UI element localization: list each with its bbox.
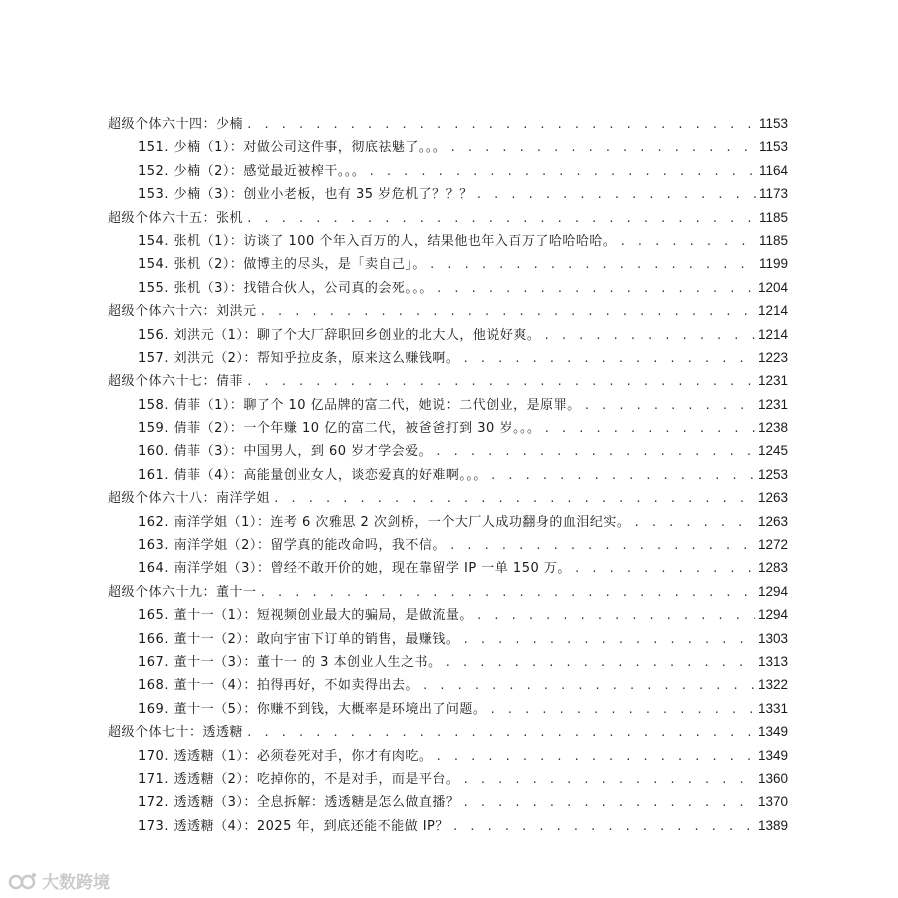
dot-leader [273,487,755,510]
toc-section-entry[interactable] [108,463,788,486]
toc-entry-page-number: 1313 [757,653,788,669]
dot-leader [619,230,756,253]
toc-section-entry[interactable] [108,790,788,813]
toc-chapter-entry[interactable] [108,206,788,229]
toc-entry-page-number: 1164 [758,162,788,178]
toc-entry-title: 173. 透透糖（4）：2025 年，到底还能不能做 IP？ [138,818,449,834]
toc-entry-page-number: 1389 [757,817,788,833]
toc-entry-title: 超级个体六十六：刘洪元 [108,304,257,320]
toc-section-entry[interactable] [108,276,788,299]
toc-entry-title: 172. 透透糖（3）：全息拆解：透透糖是怎么做直播？ [138,795,460,811]
toc-chapter-entry[interactable] [108,720,788,743]
toc-section-entry[interactable] [108,510,788,533]
dot-leader [436,277,755,300]
toc-entry-title: 167. 董十一（3）：董十一 的 3 本创业人生之书。 [138,654,442,670]
toc-entry-title: 超级个体六十八：南洋学姐 [108,491,271,507]
toc-entry-page-number: 1214 [757,326,788,342]
dot-leader [435,745,755,768]
dot-leader [260,300,755,323]
toc-entry-page-number: 1185 [758,232,788,248]
toc-entry-page-number: 1303 [757,630,788,646]
toc-section-entry[interactable] [108,439,788,462]
toc-entry-title: 171. 透透糖（2）：吃掉你的，不是对手，而是平台。 [138,771,460,787]
dot-leader [633,511,755,534]
dot-leader [449,136,756,159]
toc-section-entry[interactable] [108,182,788,205]
toc-section-entry[interactable] [108,603,788,626]
toc-section-entry[interactable] [108,159,788,182]
watermark [8,868,110,893]
toc-entry-title: 超级个体六十九：董十一 [108,584,257,600]
toc-section-entry[interactable] [108,556,788,579]
toc-section-entry[interactable] [108,814,788,837]
dot-leader [368,160,756,183]
toc-entry-title: 165. 董十一（1）：短视频创业最大的骗局，是做流量。 [138,608,473,624]
toc-entry-title: 超级个体六十七：倩菲 [108,374,244,390]
toc-entry-title: 超级个体七十：透透糖 [108,725,244,741]
toc-entry-page-number: 1204 [757,279,788,295]
dot-leader [422,674,755,697]
toc-entry-title: 166. 董十一（2）：敢向宇宙下订单的销售，最赚钱。 [138,631,460,647]
toc-chapter-entry[interactable] [108,580,788,603]
toc-entry-title: 162. 南洋学姐（1）：连考 6 次雅思 2 次剑桥，一个大厂人成功翻身的血泪纪实。 [138,514,631,530]
toc-entry-title: 170. 透透糖（1）：必须卷死对手，你才有肉吃。 [138,748,433,764]
dot-leader [462,768,755,791]
dot-leader [449,534,755,557]
toc-section-entry[interactable] [108,744,788,767]
table-of-contents [108,112,788,837]
toc-section-entry[interactable] [108,650,788,673]
toc-entry-page-number: 1185 [758,209,788,225]
toc-entry-page-number: 1272 [757,537,788,553]
toc-entry-page-number: 1153 [758,116,788,131]
toc-entry-page-number: 1283 [757,560,788,576]
dot-leader [462,347,755,370]
toc-entry-page-number: 1253 [757,466,788,482]
toc-entry-title: 超级个体六十五：张机 [108,210,244,226]
toc-entry-title: 151. 少楠（1）：对做公司这件事，彻底祛魅了。。。 [138,140,447,156]
toc-entry-title: 161. 倩菲（4）：高能量创业女人，谈恋爱真的好难啊。。。 [138,467,487,483]
toc-chapter-entry[interactable] [108,486,788,509]
watermark-logo-icon [8,871,38,891]
dot-leader [452,815,755,838]
dot-leader [489,698,755,721]
toc-entry-title: 164. 南洋学姐（3）：曾经不敢开价的她，现在靠留学 IP 一单 150 万。 [138,561,571,577]
dot-leader [574,557,755,580]
toc-entry-title: 169. 董十一（5）：你赚不到钱，大概率是环境出了问题。 [138,701,487,717]
toc-entry-page-number: 1173 [758,186,788,202]
toc-entry-page-number: 1349 [757,724,788,740]
toc-entry-page-number: 1214 [757,303,788,319]
toc-entry-title: 163. 南洋学姐（2）：留学真的能改命吗，我不信。 [138,538,446,554]
toc-entry-page-number: 1360 [757,770,788,786]
toc-entry-page-number: 1238 [757,420,788,436]
dot-leader [429,253,756,276]
toc-section-entry[interactable] [108,346,788,369]
toc-entry-title: 152. 少楠（2）：感觉最近被榨干。。。 [138,163,366,179]
toc-section-entry[interactable] [108,393,788,416]
toc-section-entry[interactable] [108,627,788,650]
toc-entry-title: 156. 刘洪元（1）：聊了个大厂辞职回乡创业的北大人，他说好爽。 [138,327,541,343]
toc-section-entry[interactable] [108,252,788,275]
dot-leader [435,440,755,463]
toc-section-entry[interactable] [108,135,788,158]
toc-entry-title: 159. 倩菲（2）：一个年赚 10 亿的富二代，被爸爸打到 30 岁。。。 [138,421,541,437]
toc-entry-title: 154. 张机（1）：访谈了 100 个年入百万的人，结果他也年入百万了哈哈哈哈。 [138,233,617,249]
dot-leader [476,604,755,627]
toc-entry-title: 168. 董十一（4）：拍得再好，不如卖得出去。 [138,678,419,694]
toc-entry-title: 155. 张机（3）：找错合伙人，公司真的会死。。。 [138,280,433,296]
dot-leader [490,464,755,487]
dot-leader [462,791,755,814]
dot-leader [246,721,755,744]
watermark-text: 大数跨境 [42,873,110,893]
toc-entry-page-number: 1331 [757,700,788,716]
toc-entry-title: 157. 刘洪元（2）：帮知乎拉皮条，原来这么赚钱啊。 [138,350,460,366]
dot-leader [260,581,755,604]
toc-chapter-entry[interactable] [108,112,788,135]
toc-section-entry[interactable] [108,416,788,439]
toc-entry-page-number: 1322 [757,677,788,693]
dot-leader [246,370,755,393]
dot-leader [543,324,755,347]
toc-entry-page-number: 1294 [757,607,788,623]
toc-entry-page-number: 1231 [757,373,788,389]
toc-entry-title: 158. 倩菲（1）：聊了个 10 亿品牌的富二代，她说：二代创业，是原罪。 [138,397,581,413]
dot-leader [246,207,756,230]
toc-entry-title: 160. 倩菲（3）：中国男人，到 60 岁才学会爱。 [138,444,433,460]
toc-entry-page-number: 1349 [757,747,788,763]
toc-section-entry[interactable] [108,323,788,346]
toc-entry-title: 154. 张机（2）：做博主的尽头，是「卖自己」。 [138,257,426,273]
toc-entry-page-number: 1153 [758,139,788,155]
toc-section-entry[interactable] [108,533,788,556]
toc-entry-title: 超级个体六十四：少楠 [108,117,244,132]
toc-entry-page-number: 1263 [757,513,788,529]
toc-section-entry[interactable] [108,229,788,252]
toc-section-entry[interactable] [108,697,788,720]
toc-entry-page-number: 1231 [757,396,788,412]
toc-section-entry[interactable] [108,673,788,696]
toc-entry-title: 153. 少楠（3）：创业小老板，也有 35 岁危机了？？？ [138,187,473,203]
toc-entry-page-number: 1223 [757,349,788,365]
toc-section-entry[interactable] [108,767,788,790]
dot-leader [246,113,756,136]
toc-entry-page-number: 1294 [757,583,788,599]
dot-leader [476,183,756,206]
toc-entry-page-number: 1370 [757,794,788,810]
dot-leader [584,394,755,417]
toc-chapter-entry[interactable] [108,299,788,322]
dot-leader [543,417,754,440]
dot-leader [462,628,755,651]
dot-leader [445,651,755,674]
toc-entry-page-number: 1245 [757,443,788,459]
toc-entry-page-number: 1199 [758,256,788,272]
toc-chapter-entry[interactable] [108,369,788,392]
toc-entry-page-number: 1263 [757,490,788,506]
